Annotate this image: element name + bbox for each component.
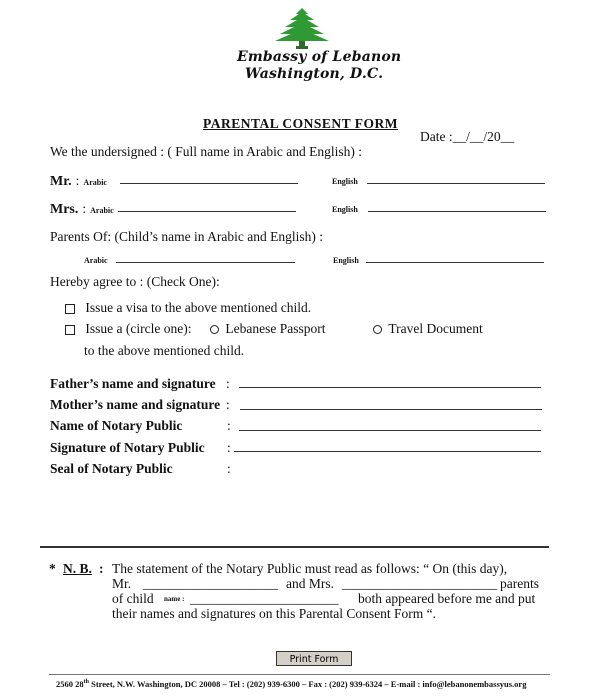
form-title: PARENTAL CONSENT FORM xyxy=(203,116,399,131)
section-divider xyxy=(40,546,549,548)
option-issue xyxy=(65,321,191,337)
nb-label: N. B. xyxy=(63,561,92,576)
colon: : xyxy=(75,173,80,188)
note-of-child: of child xyxy=(112,591,154,606)
mrs-arabic-input[interactable] xyxy=(118,211,296,212)
passport-radio-icon[interactable] xyxy=(210,325,219,334)
arabic-label: Arabic xyxy=(90,206,114,215)
english-label: English xyxy=(332,177,358,186)
note-and-mrs: and Mrs. xyxy=(286,576,334,591)
embassy-name: Embassy of Lebanon xyxy=(237,49,402,65)
mother-signature-input[interactable] xyxy=(240,409,542,410)
footer-address-post: Street, N.W. Washington, DC 20008 – Tel : (202) 939-6300 – Fax : (202) 939-6324 – E-mail : info@lebanonembassyus.org xyxy=(88,679,527,689)
agree-label: Hereby agree to : (Check One): xyxy=(50,274,220,289)
father-signature-input[interactable] xyxy=(239,387,541,388)
note-blank-mrs: _______________________ xyxy=(342,576,498,591)
choice-passport[interactable] xyxy=(210,321,325,337)
english-label: English xyxy=(332,205,358,214)
mr-english-input[interactable] xyxy=(367,183,545,184)
footer-address-sup: th xyxy=(83,679,89,686)
date-field[interactable]: Date :__/__/20__ xyxy=(420,129,515,144)
child-english-input[interactable] xyxy=(366,262,544,263)
option-issue-suffix: to the above mentioned child. xyxy=(84,343,245,358)
nb-colon: : xyxy=(99,561,104,576)
colon: : xyxy=(226,397,230,412)
mr-label: Mr. xyxy=(50,174,72,189)
cedar-tree-icon xyxy=(272,6,332,51)
child-arabic-input[interactable] xyxy=(116,262,295,263)
embassy-city: Washington, D.C. xyxy=(245,66,384,82)
mr-arabic-input[interactable] xyxy=(120,183,298,184)
colon: : xyxy=(227,461,231,476)
notary-name-label: Name of Notary Public xyxy=(50,418,183,433)
travel-radio-icon[interactable] xyxy=(373,325,382,334)
choice-travel-document[interactable] xyxy=(373,321,483,337)
footer-address xyxy=(56,679,526,689)
notary-name-input[interactable] xyxy=(239,430,541,431)
option-visa xyxy=(65,300,311,316)
mrs-row xyxy=(50,200,114,218)
colon: : xyxy=(227,440,231,455)
footer-divider xyxy=(49,674,550,675)
mr-row xyxy=(50,172,107,190)
arabic-label: Arabic xyxy=(84,256,108,265)
undersigned-label: We the undersigned : ( Full name in Arabic and English) : xyxy=(50,144,362,159)
colon: : xyxy=(227,418,231,433)
mrs-label: Mrs. xyxy=(50,202,79,217)
english-label: English xyxy=(333,256,359,265)
choice-passport-label: Lebanese Passport xyxy=(225,321,326,336)
notary-signature-label: Signature of Notary Public xyxy=(50,440,205,455)
print-form-button[interactable]: Print Form xyxy=(276,651,352,666)
option-issue-label: Issue a (circle one): xyxy=(85,321,192,336)
issue-checkbox[interactable] xyxy=(65,325,75,335)
notary-signature-input[interactable] xyxy=(234,451,541,452)
note-parents: parents xyxy=(500,576,539,591)
note-star: * xyxy=(49,561,56,576)
note-line4: their names and signatures on this Parental Consent Form “. xyxy=(112,606,436,621)
mother-signature-label: Mother’s name and signature xyxy=(50,397,221,412)
choice-travel-label: Travel Document xyxy=(388,321,483,336)
note-mr: Mr. xyxy=(112,576,132,591)
notary-seal-label: Seal of Notary Public xyxy=(50,461,173,476)
note-blank-child: ______________________ xyxy=(190,591,339,606)
option-visa-label: Issue a visa to the above mentioned child. xyxy=(85,300,312,315)
note-name-label: name : xyxy=(164,595,185,603)
note-blank-mr: ____________________ xyxy=(143,576,278,591)
note-line1: The statement of the Notary Public must read as follows: “ On (this day), xyxy=(112,561,508,576)
mrs-english-input[interactable] xyxy=(368,211,546,212)
parents-of-label: Parents Of: (Child’s name in Arabic and English) : xyxy=(50,229,323,244)
footer-address-pre: 2560 28 xyxy=(56,679,84,689)
visa-checkbox[interactable] xyxy=(65,304,75,314)
arabic-label: Arabic xyxy=(83,178,107,187)
note-line3-rest: both appeared before me and put xyxy=(358,591,536,606)
colon: : xyxy=(226,376,230,391)
colon: : xyxy=(82,201,87,216)
father-signature-label: Father’s name and signature xyxy=(50,376,216,391)
